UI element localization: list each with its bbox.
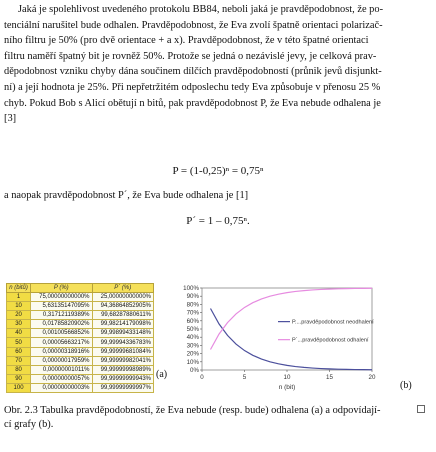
table-cell-p: 0,00000017959% — [31, 356, 92, 365]
table-cell-p: 0,00000000057% — [31, 374, 92, 383]
paragraph-line: chyb. Pokud Bob s Alicí obětují n bitů, pak pravděpodobnost P, že Eva nebude odhalena je — [4, 97, 381, 109]
x-tick-label: 10 — [283, 374, 291, 381]
y-tick-label: 90% — [186, 293, 199, 301]
paragraph-line: Jaká je spolehlivost uvedeného protokolu BB84, neboli jaká je pravděpodobnost, že po- — [18, 4, 384, 15]
table-cell-p-prime: 99,99999999943% — [92, 374, 153, 383]
table-row — [7, 302, 154, 311]
table-cell-n: 30 — [7, 320, 31, 329]
table-header-row — [7, 284, 154, 293]
table-row — [7, 383, 154, 392]
chart-label: (b) — [400, 380, 412, 391]
legend-label: P´...pravděpodobnost odhalení — [292, 337, 369, 344]
table-cell-p: 0,00100566852% — [31, 329, 92, 338]
table-cell-p-prime: 99,99994336783% — [92, 338, 153, 347]
paragraph-line: tenciální narušitel bude odhalen. Pravděpodobnost, že Eva zvolí špatně orientaci polarizač- — [4, 19, 383, 31]
table-cell-n: 70 — [7, 356, 31, 365]
x-tick-label: 15 — [326, 374, 333, 381]
y-tick-label: 20% — [186, 350, 199, 358]
probability-chart — [168, 280, 408, 398]
y-tick-label: 60% — [186, 317, 199, 325]
y-tick-label: 80% — [186, 301, 199, 309]
paragraph-line: ního filtru je 50% (pro dvě orientace + a x). Pravděpodobnost, že v této špatné orientaci — [4, 35, 369, 47]
table-cell-n: 100 — [7, 383, 31, 392]
table-row — [7, 329, 154, 338]
paragraph-line: děpodobnost vzniku chyby dána součinem dílčích pravděpodobností (průnik jevů disjunkt- — [4, 66, 382, 78]
table-cell-n: 20 — [7, 311, 31, 320]
x-tick-label: 0 — [200, 374, 204, 381]
table-row — [7, 374, 154, 383]
caption-line: Obr. 2.3 Tabulka pravděpodobností, že Eva nebude (resp. bude) odhalena (a) a odpovídají- — [4, 405, 381, 416]
y-tick-label: 100% — [183, 285, 199, 292]
table-row — [7, 356, 154, 365]
y-tick-label: 50% — [186, 326, 199, 333]
plot-area — [202, 288, 372, 370]
table-header: P´ (%) — [92, 284, 153, 293]
table-cell-p: 0,00000001011% — [31, 365, 92, 374]
table-header: n (bitů) — [7, 284, 31, 293]
table-cell-p: 0,31712119389% — [31, 311, 92, 320]
body-paragraph — [4, 2, 416, 127]
table-row — [7, 338, 154, 347]
table-cell-p-prime: 25,00000000000% — [92, 293, 153, 302]
table-label: (a) — [156, 369, 168, 380]
y-tick-label: 0% — [190, 367, 199, 374]
y-tick-label: 30% — [186, 342, 199, 350]
table-cell-n: 50 — [7, 338, 31, 347]
table-cell-p: 0,00000000003% — [31, 383, 92, 392]
x-axis-label: n (bit) — [278, 384, 296, 391]
table-cell-p-prime: 99,99999998989% — [92, 365, 153, 374]
caption-line: cí grafy (b). — [4, 418, 54, 430]
table-cell-n: 90 — [7, 374, 31, 383]
table-cell-p-prime: 99,98214179098% — [92, 320, 153, 329]
y-tick-label: 40% — [186, 334, 199, 342]
table-cell-p: 0,01785820902% — [31, 320, 92, 329]
table-row — [7, 347, 154, 356]
table-cell-p: 0,00000318916% — [31, 347, 92, 356]
table-cell-p: 75,00000000000% — [31, 293, 92, 302]
x-tick-label: 5 — [242, 374, 247, 381]
legend-label: P....pravděpodobnost neodhalení — [292, 319, 374, 326]
table-row — [7, 365, 154, 374]
table-cell-n: 10 — [7, 302, 31, 311]
table-cell-p-prime: 94,36864852905% — [92, 302, 153, 311]
table-cell-n: 60 — [7, 347, 31, 356]
table-row — [7, 293, 154, 302]
figure-caption — [4, 404, 424, 432]
y-tick-label: 10% — [186, 358, 199, 366]
table-row — [7, 320, 154, 329]
paragraph-line: [3] — [4, 113, 17, 125]
table-cell-p-prime: 99,99999681084% — [92, 347, 153, 356]
table-cell-p: 0,00005663217% — [31, 338, 92, 347]
table-cell-p: 5,63135147095% — [31, 302, 92, 311]
table-cell-p-prime: 99,68287880611% — [92, 311, 153, 320]
equation-p-prime: P´ = 1 – 0,75ⁿ. — [186, 215, 250, 227]
x-tick-label: 20 — [368, 374, 376, 381]
table-header: P (%) — [31, 284, 92, 293]
table-cell-n: 80 — [7, 365, 31, 374]
paragraph-line: ní) a její hodnota je 25%. Při nepřetržitém odposlechu tedy Eva způsobuje v přenosu 25 % — [4, 81, 381, 93]
y-tick-label: 70% — [186, 309, 199, 317]
table-cell-p-prime: 99,99999999997% — [92, 383, 153, 392]
table-cell-n: 1 — [7, 293, 31, 302]
paragraph-line: filtru naměří špatný bit je rovněž 50%. Protože se jedná o nezávislé jevy, je celková prav- — [4, 50, 377, 62]
probability-table — [6, 283, 154, 393]
between-text: a naopak pravděpodobnost P´, že Eva bude odhalena je [1] — [4, 190, 249, 201]
table-row — [7, 311, 154, 320]
table-cell-p-prime: 99,99899433148% — [92, 329, 153, 338]
table-cell-n: 40 — [7, 329, 31, 338]
equation-p: P = (1-0,25)ⁿ = 0,75ⁿ — [172, 165, 264, 177]
checkbox-icon — [417, 405, 425, 413]
table-cell-p-prime: 99,99999982041% — [92, 356, 153, 365]
